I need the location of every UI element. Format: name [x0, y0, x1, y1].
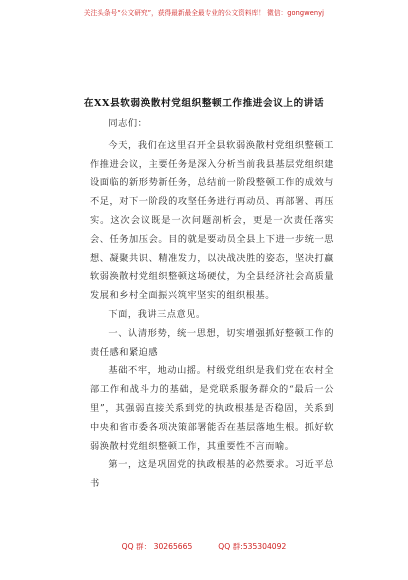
salutation: 同志们： [108, 118, 148, 129]
document-body [90, 115, 334, 494]
footer-qq-group-2: QQ 群:535304092 [218, 542, 287, 551]
footer-qq-group-1: QQ 群： 30265665 [121, 542, 193, 551]
footer-qq-groups [0, 541, 408, 552]
paragraph-opening: 今天，我们在这里召开全县软弱涣散村党组织整顿工作推进会议，主要任务是深入分析当前我县基层党组织建设面临的新形势新任务，总结前一阶段整顿工作的成效与不足，对下一阶段的攻坚任务进行再动员、再部署、再压实。这次会议既是一次问题剖析会，更是一次责任落实会、任务加压会。目的就是要动员全县上下进一步统一思想、凝聚共识、精准发力，以决战决胜的姿态，坚决打赢软弱涣散村党组织整顿这场硬仗，为全县经济社会高质量发展和乡村全面振兴筑牢坚实的组织根基。 [90, 139, 334, 302]
paragraph-foundation: 基础不牢，地动山摇。村级党组织是我们党在农村全部工作和战斗力的基础，是党联系服务群众的“最后一公里”，其强弱直接关系到党的执政根基是否稳固，关系到中央和省市委各项决策部署能否在基层落地生根。抓好软弱涣散村党组织整顿工作，其重要性不言而喻。 [90, 365, 334, 452]
header-promo-banner: 关注头条号“公文研究”，获得最新最全最专业的公文资料库！ 微信：gongwenyj [83, 9, 325, 17]
document-title: 在XX县软弱涣散村党组织整顿工作推进会议上的讲话 [83, 98, 325, 109]
section-heading-1: 一、认清形势，统一思想，切实增强抓好整顿工作的责任感和紧迫感 [90, 327, 334, 358]
paragraph-transition: 下面，我讲三点意见。 [108, 308, 206, 320]
paragraph-first-point: 第一，这是巩固党的执政根基的必然要求。习近平总书 [90, 459, 334, 490]
